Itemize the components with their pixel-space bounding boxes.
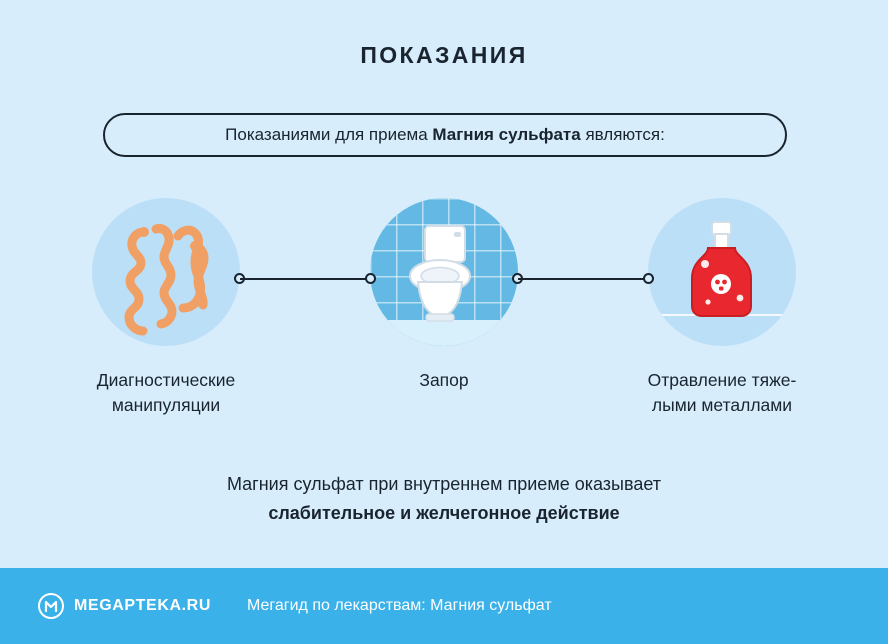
footer-caption: Мегагид по лекарствам: Магния сульфат	[246, 597, 552, 614]
connector-dot-right	[643, 273, 654, 284]
toilet-icon	[370, 198, 518, 346]
connector-dot-right	[365, 273, 376, 284]
indication-caption-3-line2: лыми металлами	[651, 395, 793, 416]
poison-bottle-icon	[648, 198, 796, 346]
indication-caption-1-line2: манипуляции	[111, 395, 221, 416]
indication-item-3	[592, 198, 852, 419]
footnote-line1: Магния сульфат при внутреннем приеме оказывает	[226, 474, 662, 494]
indication-icon-circle-3	[648, 198, 796, 346]
indication-icon-circle-1	[92, 198, 240, 346]
indication-caption-3-line1: Отравление тяже-	[647, 370, 797, 390]
page-title: ПОКАЗАНИЯ	[360, 42, 528, 68]
lead-highlight: Магния сульфата	[432, 125, 581, 144]
indication-caption-3	[592, 368, 852, 419]
indication-caption-2-line1: Запор	[419, 370, 469, 390]
indication-caption-1-line1: Диагностические	[96, 370, 236, 390]
indications-row	[0, 198, 888, 438]
lead-suffix: являются:	[580, 125, 665, 144]
footnote-line2: слабительное и желчегонное действие	[268, 502, 620, 523]
intestine-icon	[92, 198, 240, 346]
connector-2-3	[512, 273, 654, 285]
indication-icon-circle-2	[370, 198, 518, 346]
indication-item-2	[314, 198, 574, 393]
indication-caption-2	[314, 368, 574, 393]
indication-item-1	[36, 198, 296, 419]
megapteka-logo-icon	[38, 593, 64, 619]
lead-statement-text	[225, 125, 665, 145]
indication-caption-1	[36, 368, 296, 419]
footer-brand: MEGAPTEKA.RU	[74, 597, 211, 614]
connector-1-2	[234, 273, 376, 285]
lead-prefix: Показаниями для приема	[225, 125, 433, 144]
connector-line	[518, 278, 648, 280]
footnote	[0, 470, 888, 528]
connector-line	[240, 278, 370, 280]
footer-bar	[0, 568, 888, 644]
lead-statement-box	[103, 113, 787, 157]
